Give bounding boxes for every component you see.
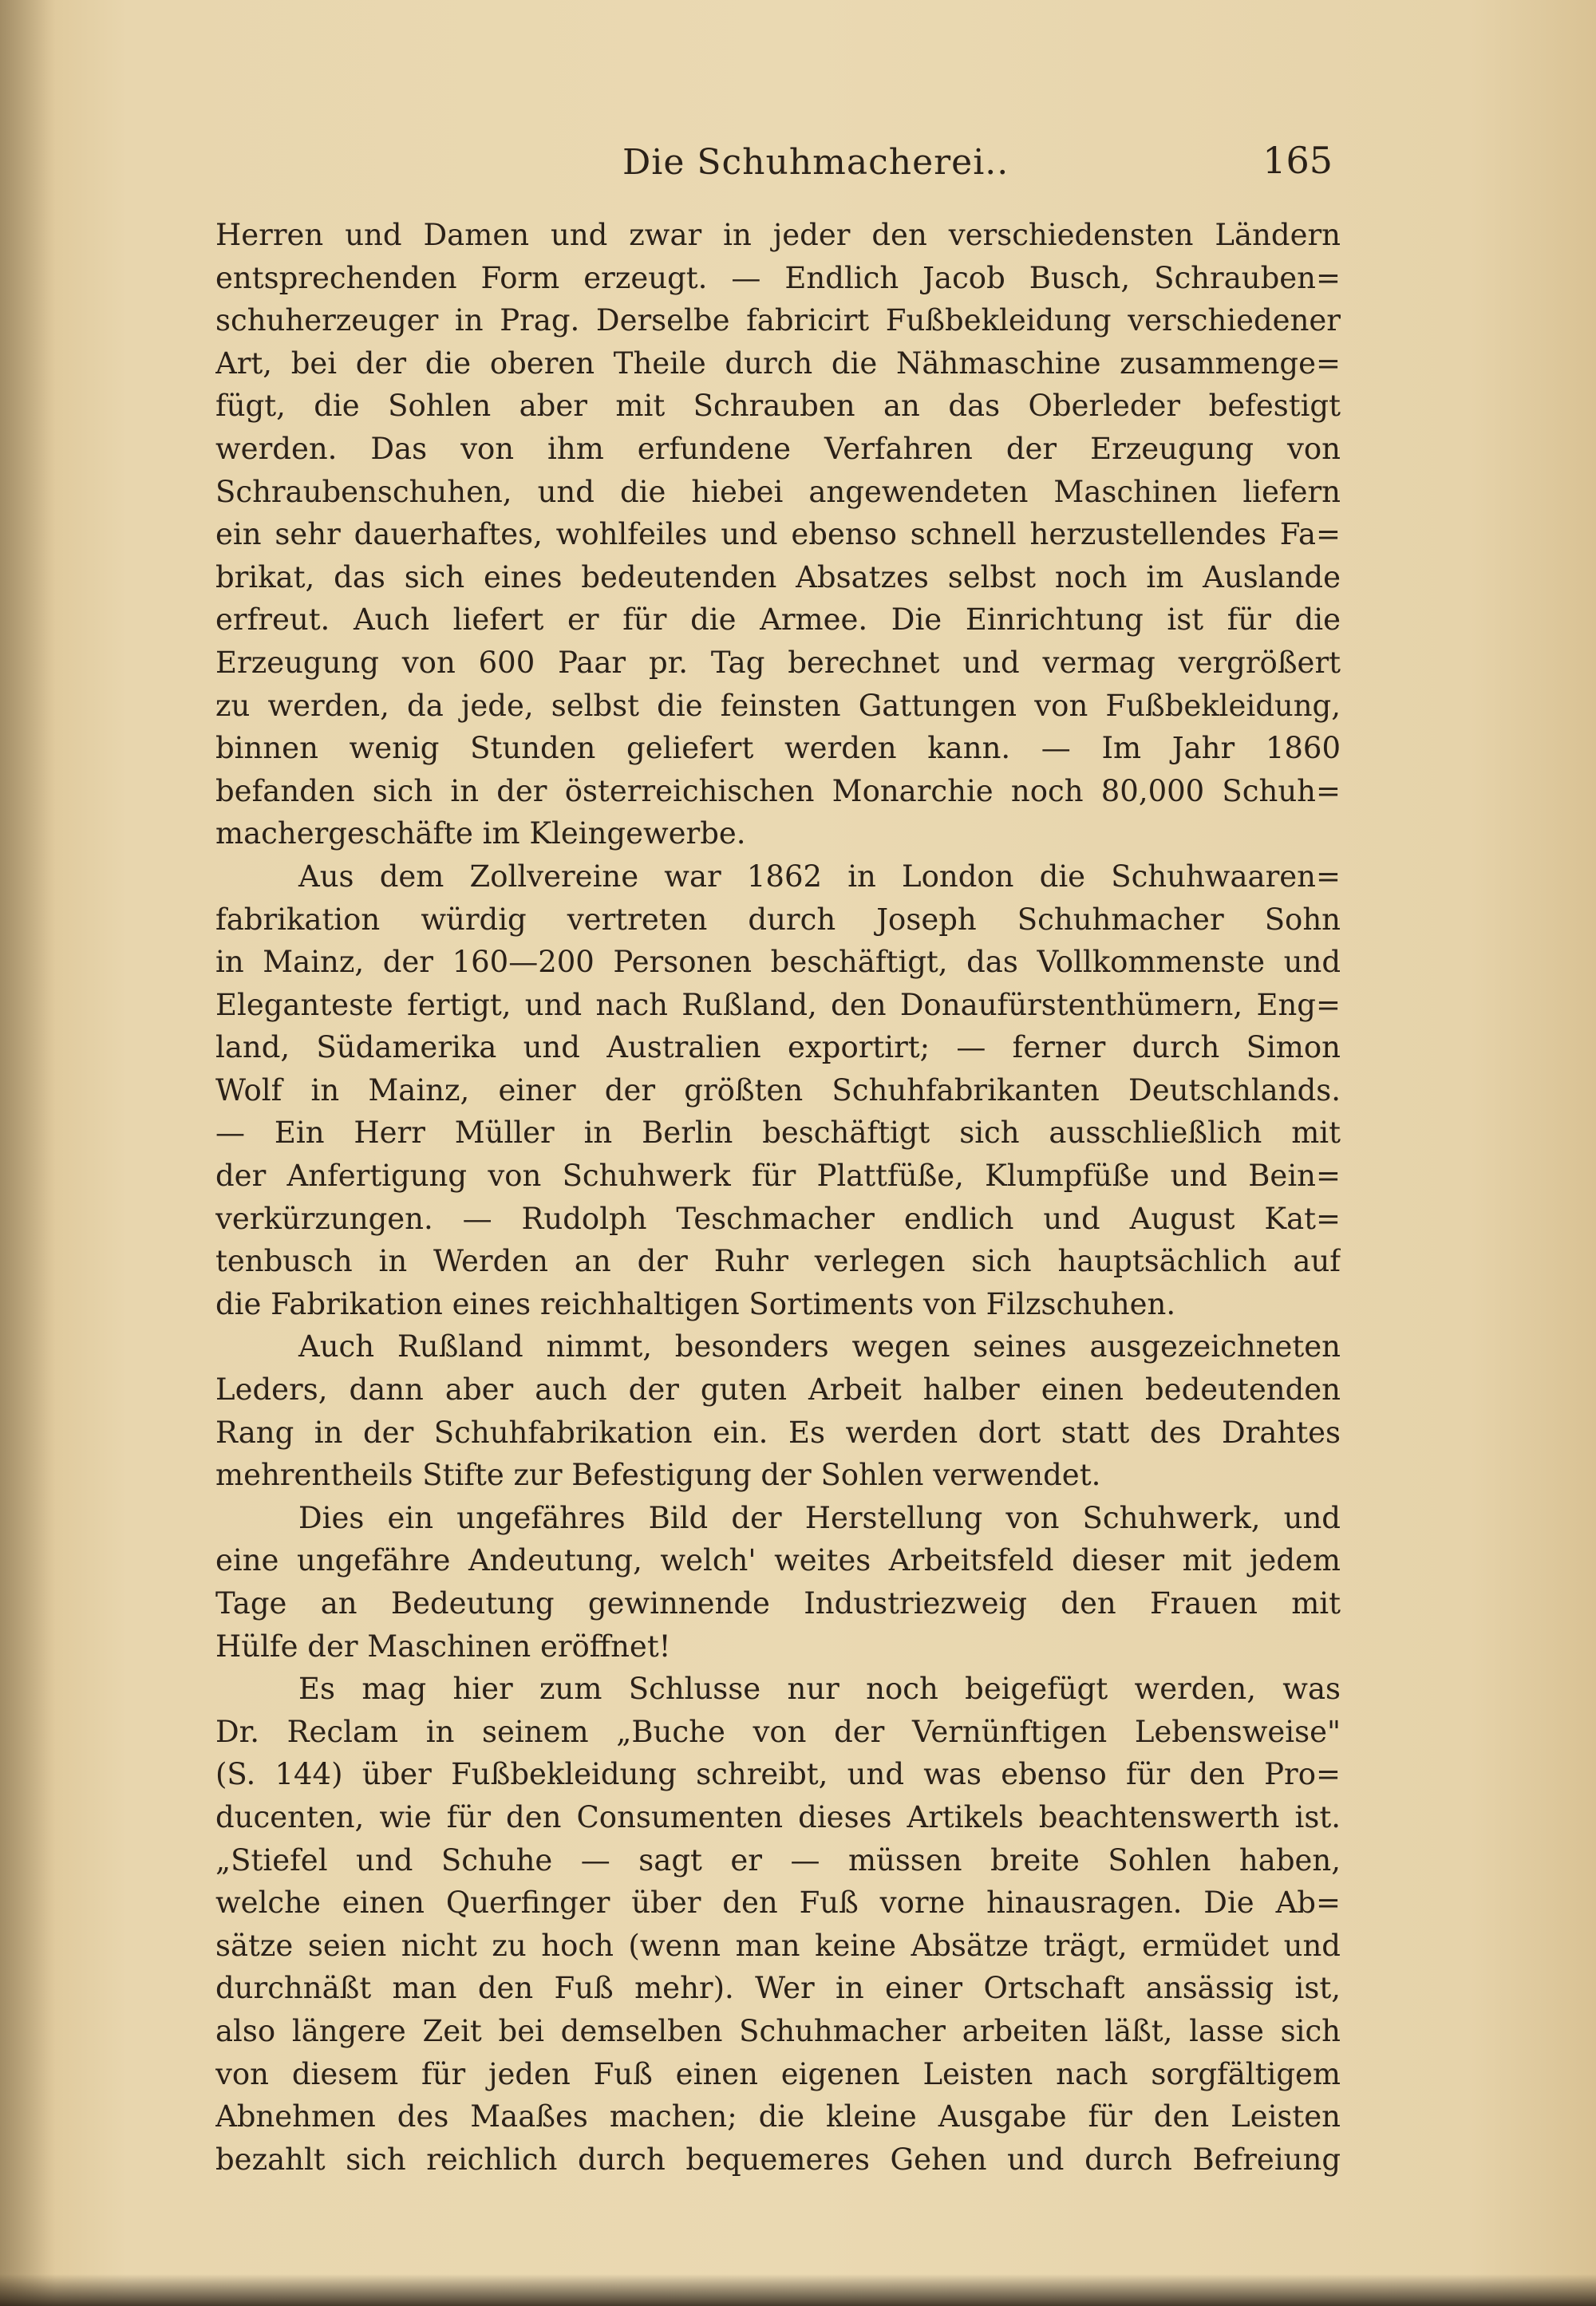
- text-line: also längere Zeit bei demselben Schuhmacher arbeiten läßt, lasse sich: [215, 2013, 1341, 2048]
- text-line: erfreut. Auch liefert er für die Armee. Die Einrichtung ist für die: [215, 602, 1341, 638]
- text-line: bezahlt sich reichlich durch bequemeres Gehen und durch Befreiung: [215, 2142, 1341, 2177]
- page-bottom-edge: [0, 2274, 1596, 2306]
- text-line: sätze seien nicht zu hoch (wenn man keine Absätze trägt, ermüdet und: [215, 1928, 1341, 1963]
- text-line: brikat, das sich eines bedeutenden Absatzes selbst noch im Auslande: [215, 559, 1341, 594]
- text-line: machergeschäfte im Kleingewerbe.: [215, 816, 746, 851]
- text-line: Leders, dann aber auch der guten Arbeit halber einen bedeutenden: [215, 1372, 1341, 1408]
- text-line: mehrentheils Stifte zur Befestigung der Sohlen verwendet.: [215, 1458, 1101, 1493]
- page-number: 165: [1262, 139, 1333, 182]
- text-line: befanden sich in der österreichischen Monarchie noch 80,000 Schuh=: [215, 773, 1341, 808]
- text-line: werden. Das von ihm erfundene Verfahren der Erzeugung von: [215, 431, 1341, 466]
- text-line: tenbusch in Werden an der Ruhr verlegen sich hauptsächlich auf: [215, 1244, 1341, 1279]
- text-line: — Ein Herr Müller in Berlin beschäftigt sich ausschließlich mit: [215, 1115, 1341, 1151]
- running-title: Die Schuhmacherei..: [622, 142, 1009, 183]
- text-line: „Stiefel und Schuhe — sagt er — müssen breite Sohlen haben,: [215, 1842, 1341, 1878]
- text-line: Auch Rußland nimmt, besonders wegen seines ausgezeichneten: [298, 1329, 1341, 1364]
- text-line: Rang in der Schuhfabrikation ein. Es werden dort statt des Drahtes: [215, 1415, 1341, 1450]
- text-line: der Anfertigung von Schuhwerk für Plattfüße, Klumpfüße und Bein=: [215, 1159, 1341, 1194]
- text-line: in Mainz, der 160—200 Personen beschäftigt, das Vollkommenste und: [215, 945, 1341, 980]
- text-line: Wolf in Mainz, einer der größten Schuhfabrikanten Deutschlands.: [215, 1072, 1341, 1108]
- text-line: binnen wenig Stunden geliefert werden kann. — Im Jahr 1860: [215, 731, 1341, 766]
- text-line: zu werden, da jede, selbst die feinsten Gattungen von Fußbekleidung,: [215, 688, 1341, 723]
- text-line: von diesem für jeden Fuß einen eigenen Leisten nach sorgfältigem: [215, 2056, 1341, 2091]
- text-line: fügt, die Sohlen aber mit Schrauben an das Oberleder befestigt: [215, 389, 1341, 424]
- text-line: Hülfe der Maschinen eröffnet!: [215, 1629, 671, 1664]
- page-header: [215, 136, 1333, 192]
- text-line: Art, bei der die oberen Theile durch die Nähmaschine zusammenge=: [215, 346, 1341, 381]
- text-line: ein sehr dauerhaftes, wohlfeiles und ebenso schnell herzustellendes Fa=: [215, 517, 1341, 552]
- text-line: (S. 144) über Fußbekleidung schreibt, und was ebenso für den Pro=: [215, 1757, 1341, 1792]
- text-line: die Fabrikation eines reichhaltigen Sortiments von Filzschuhen.: [215, 1286, 1176, 1321]
- body-text: [215, 214, 1341, 2181]
- text-line: Erzeugung von 600 Paar pr. Tag berechnet und vermag vergrößert: [215, 645, 1341, 680]
- text-line: ducenten, wie für den Consumenten dieses Artikels beachtenswerth ist.: [215, 1799, 1341, 1834]
- text-line: Es mag hier zum Schlusse nur noch beigefügt werden, was: [298, 1672, 1341, 1707]
- text-line: Dies ein ungefähres Bild der Herstellung von Schuhwerk, und: [298, 1500, 1341, 1535]
- text-line: schuherzeuger in Prag. Derselbe fabricirt Fußbekleidung verschiedener: [215, 303, 1341, 338]
- text-line: Aus dem Zollvereine war 1862 in London die Schuhwaaren=: [298, 859, 1341, 894]
- text-line: land, Südamerika und Australien exportirt; — ferner durch Simon: [215, 1030, 1341, 1065]
- text-line: Abnehmen des Maaßes machen; die kleine Ausgabe für den Leisten: [215, 2099, 1341, 2134]
- text-line: Schraubenschuhen, und die hiebei angewendeten Maschinen liefern: [215, 474, 1341, 509]
- text-line: entsprechenden Form erzeugt. — Endlich Jacob Busch, Schrauben=: [215, 260, 1341, 295]
- text-line: fabrikation würdig vertreten durch Joseph Schuhmacher Sohn: [215, 902, 1341, 937]
- text-line: Eleganteste fertigt, und nach Rußland, den Donaufürstenthümern, Eng=: [215, 987, 1341, 1022]
- text-line: verkürzungen. — Rudolph Teschmacher endlich und August Kat=: [215, 1201, 1341, 1236]
- text-line: Tage an Bedeutung gewinnende Industriezweig den Frauen mit: [215, 1586, 1341, 1621]
- text-line: Dr. Reclam in seinem „Buche von der Vernünftigen Lebensweise": [215, 1714, 1341, 1749]
- text-line: durchnäßt man den Fuß mehr). Wer in einer Ortschaft ansässig ist,: [215, 1971, 1341, 2006]
- gutter-shadow: [0, 0, 56, 2306]
- text-line: Herren und Damen und zwar in jeder den verschiedensten Ländern: [215, 218, 1341, 252]
- text-line: welche einen Querfinger über den Fuß vorne hinausragen. Die Ab=: [215, 1885, 1341, 1921]
- text-line: eine ungefähre Andeutung, welch' weites Arbeitsfeld dieser mit jedem: [215, 1543, 1341, 1578]
